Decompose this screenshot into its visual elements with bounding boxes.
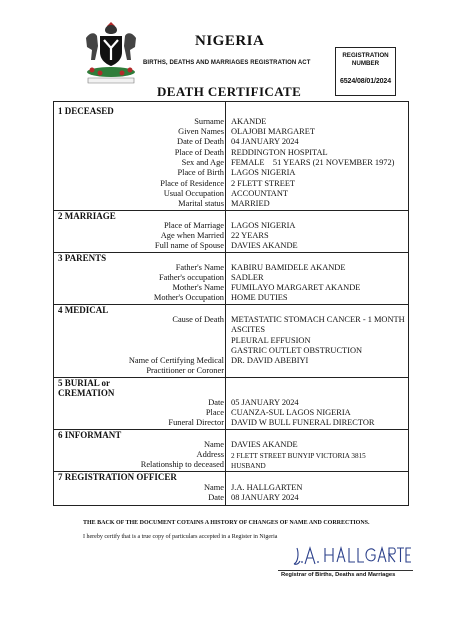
field-label: Date [208,398,224,407]
field-label: Father's occupation [158,273,224,282]
cause-of-death-value: GASTRIC OUTLET OBSTRUCTION [231,346,363,355]
field-label: Cause of Death [172,315,224,324]
field-label: Surname [194,117,224,126]
section-divider [53,252,409,253]
field-label: Mother's Occupation [153,293,224,302]
registration-number: 6524/08/01/2024 [339,78,392,85]
date-of-death-value: 04 JANUARY 2024 [231,137,299,146]
field-label: Age when Married [160,231,224,240]
burial-place-value: CUANZA-SUL LAGOS NIGERIA [231,408,351,417]
place-of-residence-value: 2 FLETT STREET [231,179,296,188]
fathers-name-value: KABIRU BAMIDELE AKANDE [231,263,346,272]
burial-date-value: 05 JANUARY 2024 [231,398,299,407]
certifying-practitioner-value: DR. DAVID ABEBIYI [231,356,309,365]
field-label: Father's Name [175,263,224,272]
registration-act-title: BIRTHS, DEATHS AND MARRIAGES REGISTRATION ACT [143,60,311,66]
section-heading-parents: 3 PARENTS [58,253,107,263]
certification-statement: I hereby certify that is a true copy of particulars accepted in a Register in Nigeria [83,534,278,540]
registrar-signature [291,540,415,570]
field-label: Date of Death [177,137,224,146]
signature-line [278,570,413,571]
field-label: Practitioner or Coroner [146,366,224,375]
age-when-married-value: 22 YEARS [231,231,269,240]
field-label: Place of Death [174,148,224,157]
field-label: Name [204,483,224,492]
place-of-birth-value: LAGOS NIGERIA [231,168,296,177]
spouse-name-value: DAVIES AKANDE [231,241,298,250]
document-title: DEATH CERTIFICATE [157,84,302,99]
surname-value: AKANDE [231,117,267,126]
section-heading-deceased: 1 DECEASED [58,106,114,116]
section-heading-medical: 4 MEDICAL [58,305,109,315]
section-heading-registration-officer: 7 REGISTRATION OFFICER [58,472,177,482]
place-of-marriage-value: LAGOS NIGERIA [231,221,296,230]
field-label: Relationship to deceased [140,460,224,469]
section-heading-marriage: 2 MARRIAGE [58,211,116,221]
country-name: NIGERIA [195,33,265,49]
field-label: Address [196,450,224,459]
marital-status-value: MARRIED [231,199,270,208]
field-label: Name of Certifying Medical [128,356,224,365]
funeral-director-value: DAVID W BULL FUNERAL DIRECTOR [231,418,375,427]
place-of-death-value: REDDINGTON HOSPITAL [231,148,328,157]
section-heading-burial: 5 BURIAL or [58,378,111,388]
field-label: Mother's Name [172,283,224,292]
cause-of-death-value: ASCITES [231,325,265,334]
officer-date-value: 08 JANUARY 2024 [231,493,299,502]
officer-name-value: J.A. HALLGARTEN [231,483,303,492]
informant-address-value: 2 FLETT STREET BUNYIP VICTORIA 3815 [231,452,366,460]
field-label: Place of Birth [177,168,224,177]
field-label: Full name of Spouse [154,241,224,250]
mothers-name-value: FUMILAYO MARGARET AKANDE [231,283,361,292]
section-heading-informant: 6 INFORMANT [58,430,122,440]
coat-of-arms-emblem [80,20,142,86]
field-label: Date [208,493,224,502]
informant-name-value: DAVIES AKANDE [231,440,298,449]
cause-of-death-value: PLEURAL EFFUSION [231,336,311,345]
registration-number-box [335,47,396,96]
fathers-occupation-value: SADLER [231,273,264,282]
field-label: Name [204,440,224,449]
cause-of-death-value: METASTATIC STOMACH CANCER - 1 MONTH [231,315,405,324]
field-label: Place of Marriage [164,221,224,230]
field-label: Sex and Age [181,158,224,167]
registrar-title: Registrar of Births, Deaths and Marriages [281,572,396,578]
field-label: Place of Residence [160,179,224,188]
field-label: Given Names [178,127,224,136]
back-of-document-notice: THE BACK OF THE DOCUMENT COTAINS A HISTORY OF CHANGES OF NAME AND CORRECTIONS. [83,520,370,526]
field-label: Marital status [178,199,224,208]
given-names-value: OLAJOBI MARGARET [231,127,315,136]
sex-and-age-value: FEMALE 51 YEARS (21 NOVEMBER 1972) [231,158,395,167]
mothers-occupation-value: HOME DUTIES [231,293,288,302]
usual-occupation-value: ACCOUNTANT [231,189,289,198]
section-heading-burial-2: CREMATION [58,388,115,398]
field-label: Funeral Director [168,418,224,427]
registration-label-line-1: REGISTRATION [342,52,389,59]
informant-relationship-value: HUSBAND [231,462,266,470]
registration-label-line-2: NUMBER [351,60,380,67]
field-label: Place [205,408,224,417]
field-label: Usual Occupation [163,189,224,198]
